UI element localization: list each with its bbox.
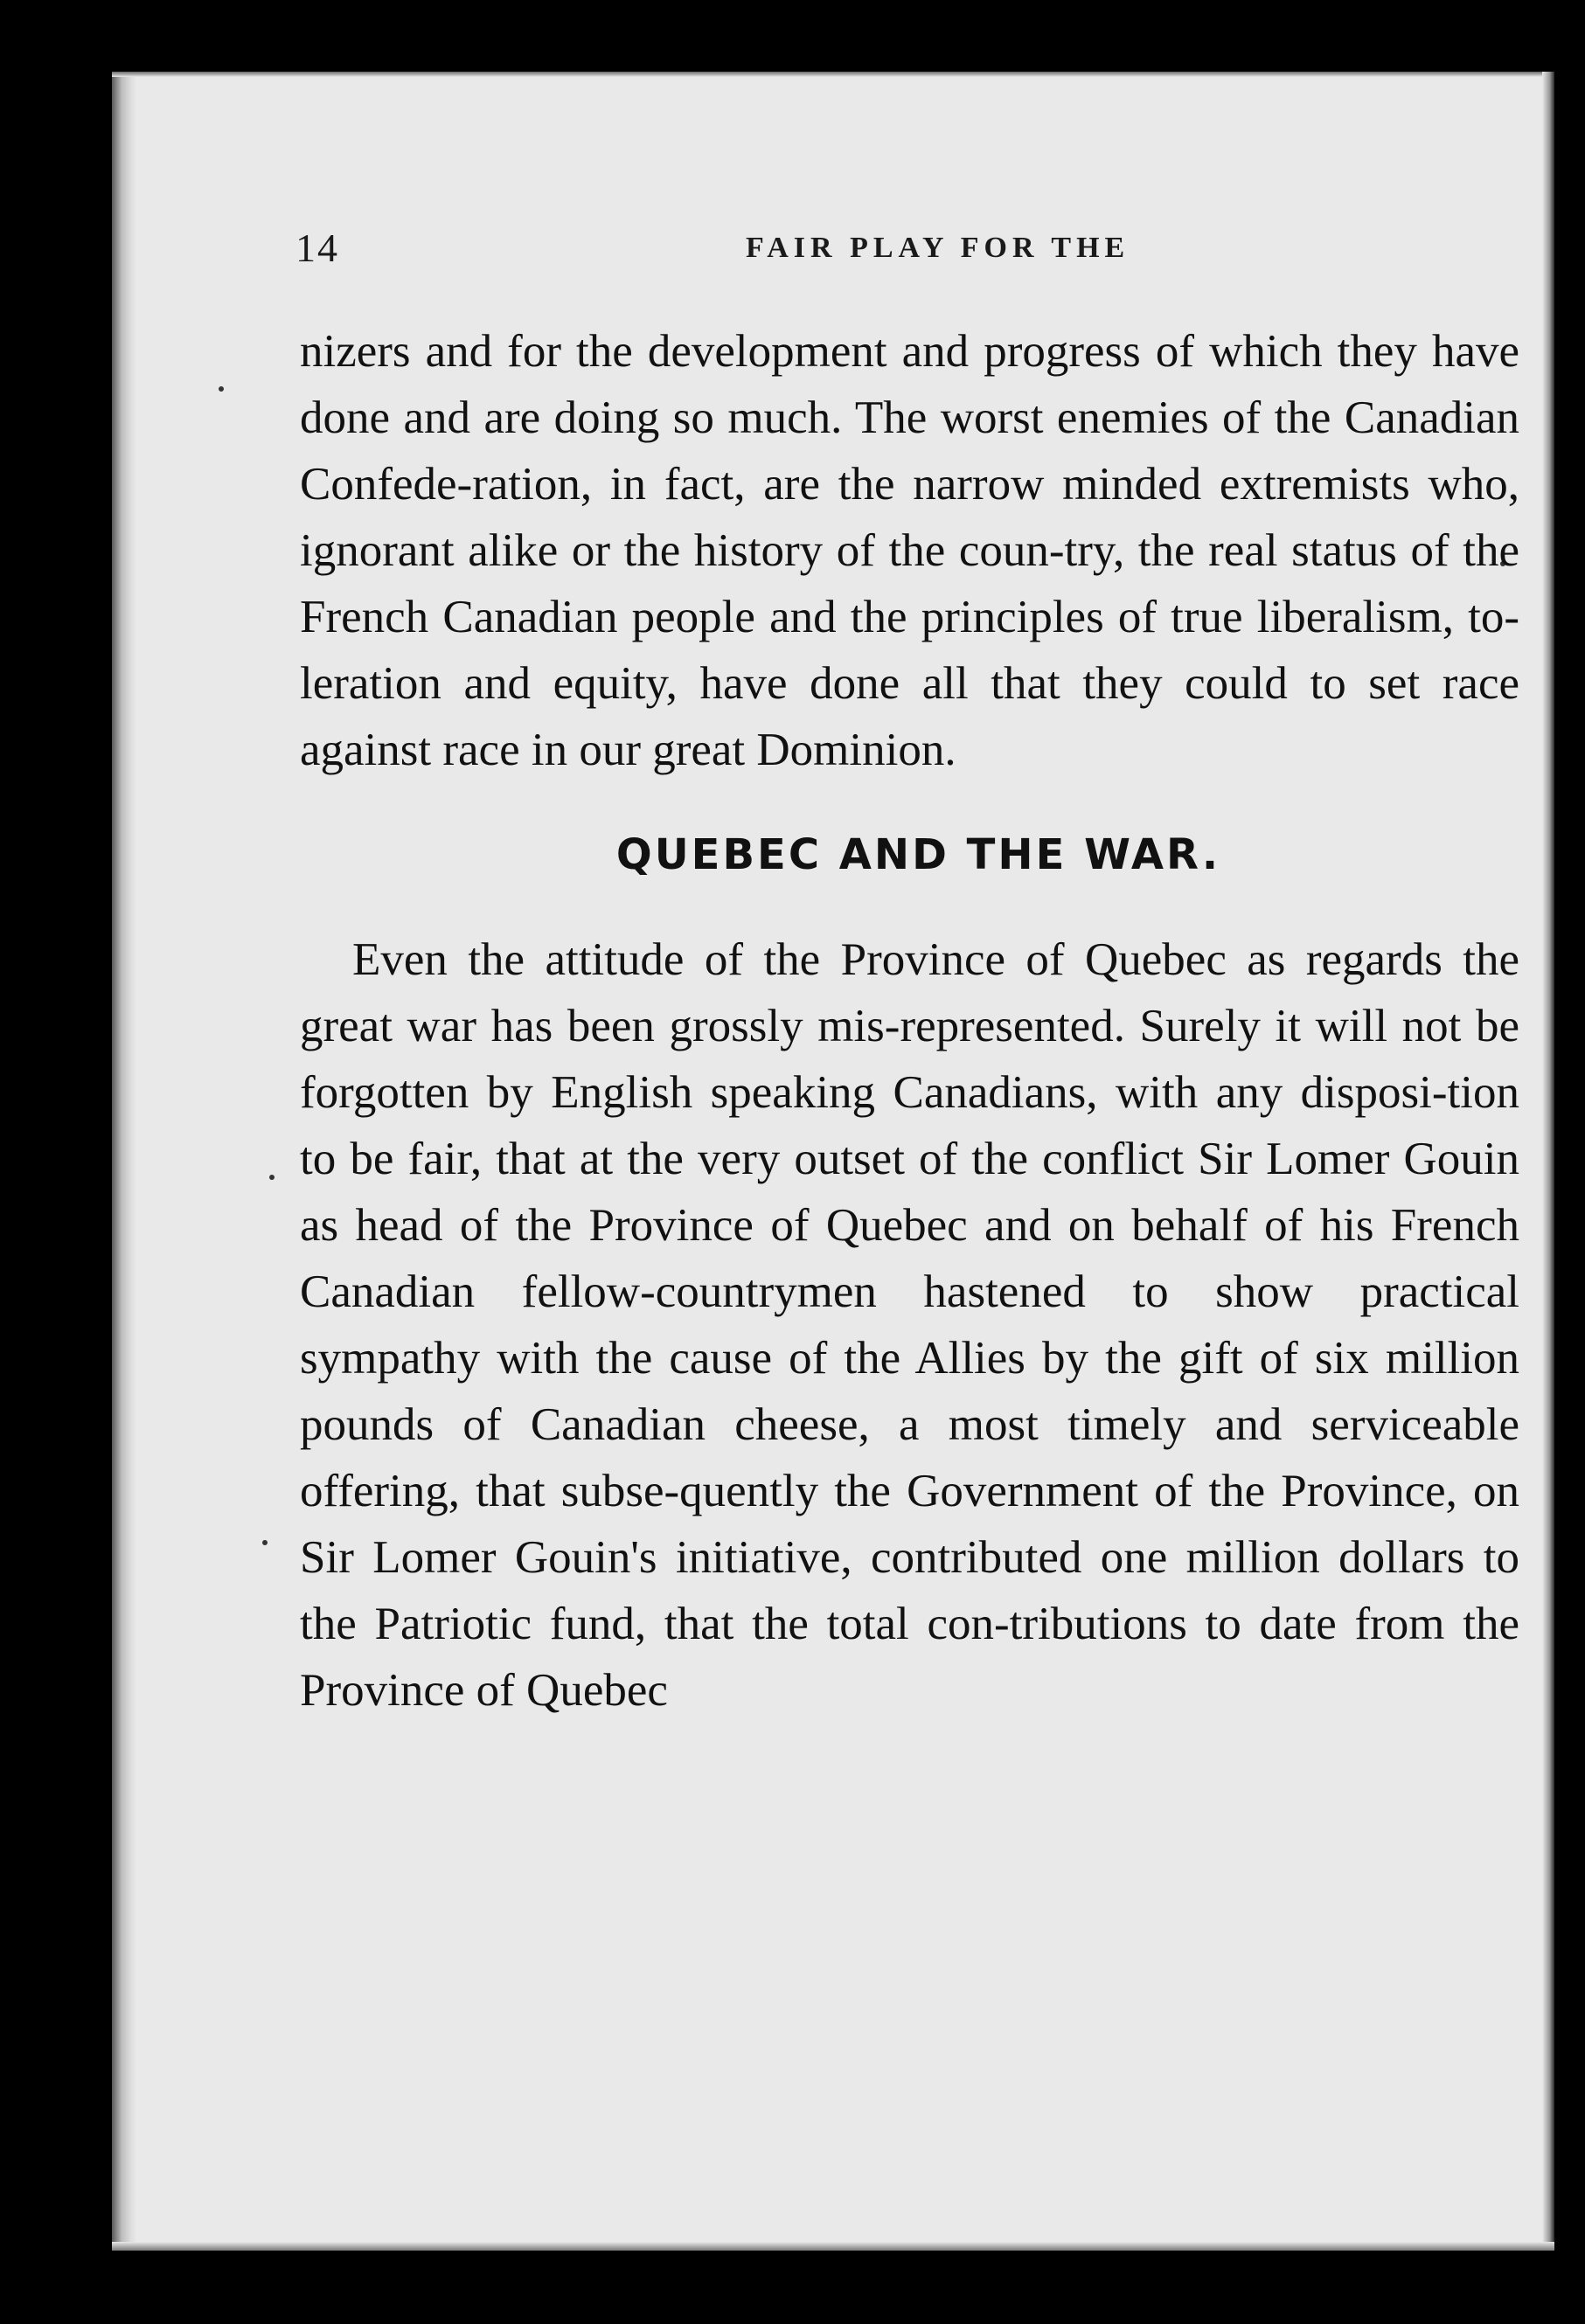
paragraph-1: nizers and for the development and progress of which they have done and are doing so much. The worst enemies of the Canadian Confede-ration, in fact, are the narrow minded extremists who, ignorant alike or the history of the coun-try, the real status of the French Canadian people and the principles of true liberalism, to-leration and equity, have done all that they could to set race against race in our great Dominion. [300,326,1519,775]
body-text [300,318,1519,1724]
page-gutter-shadow [112,72,136,2251]
page-bottom-edge [112,2242,1554,2251]
page-right-edge [1542,72,1554,2251]
page-number: 14 [295,225,339,270]
book-page [112,72,1554,2251]
print-speck [262,1540,268,1545]
print-speck [269,1175,275,1180]
page-header [295,225,1519,277]
paragraph-2: Even the attitude of the Province of Quebec as regards the great war has been grossly mis-represented. Surely it will not be forgotten by English speaking Canadians, with any disposi-tion to be fair, that at the very outset of the conflict Sir Lomer Gouin as head of the Province of Quebec and on behalf of his French Canadian fellow-countrymen hastened to show practical sympathy with the cause of the Allies by the gift of six million pounds of Canadian cheese, a most timely and serviceable offering, that subse-quently the Government of the Province, on Sir Lomer Gouin's initiative, contributed one million dollars to the Patriotic fund, that the total con-tributions to date from the Province of Quebec [300,934,1519,1716]
running-head: FAIR PLAY FOR THE [746,232,1130,264]
page-top-edge [112,72,1554,77]
section-heading: QUEBEC AND THE WAR. [615,830,1221,879]
print-speck [219,386,224,392]
